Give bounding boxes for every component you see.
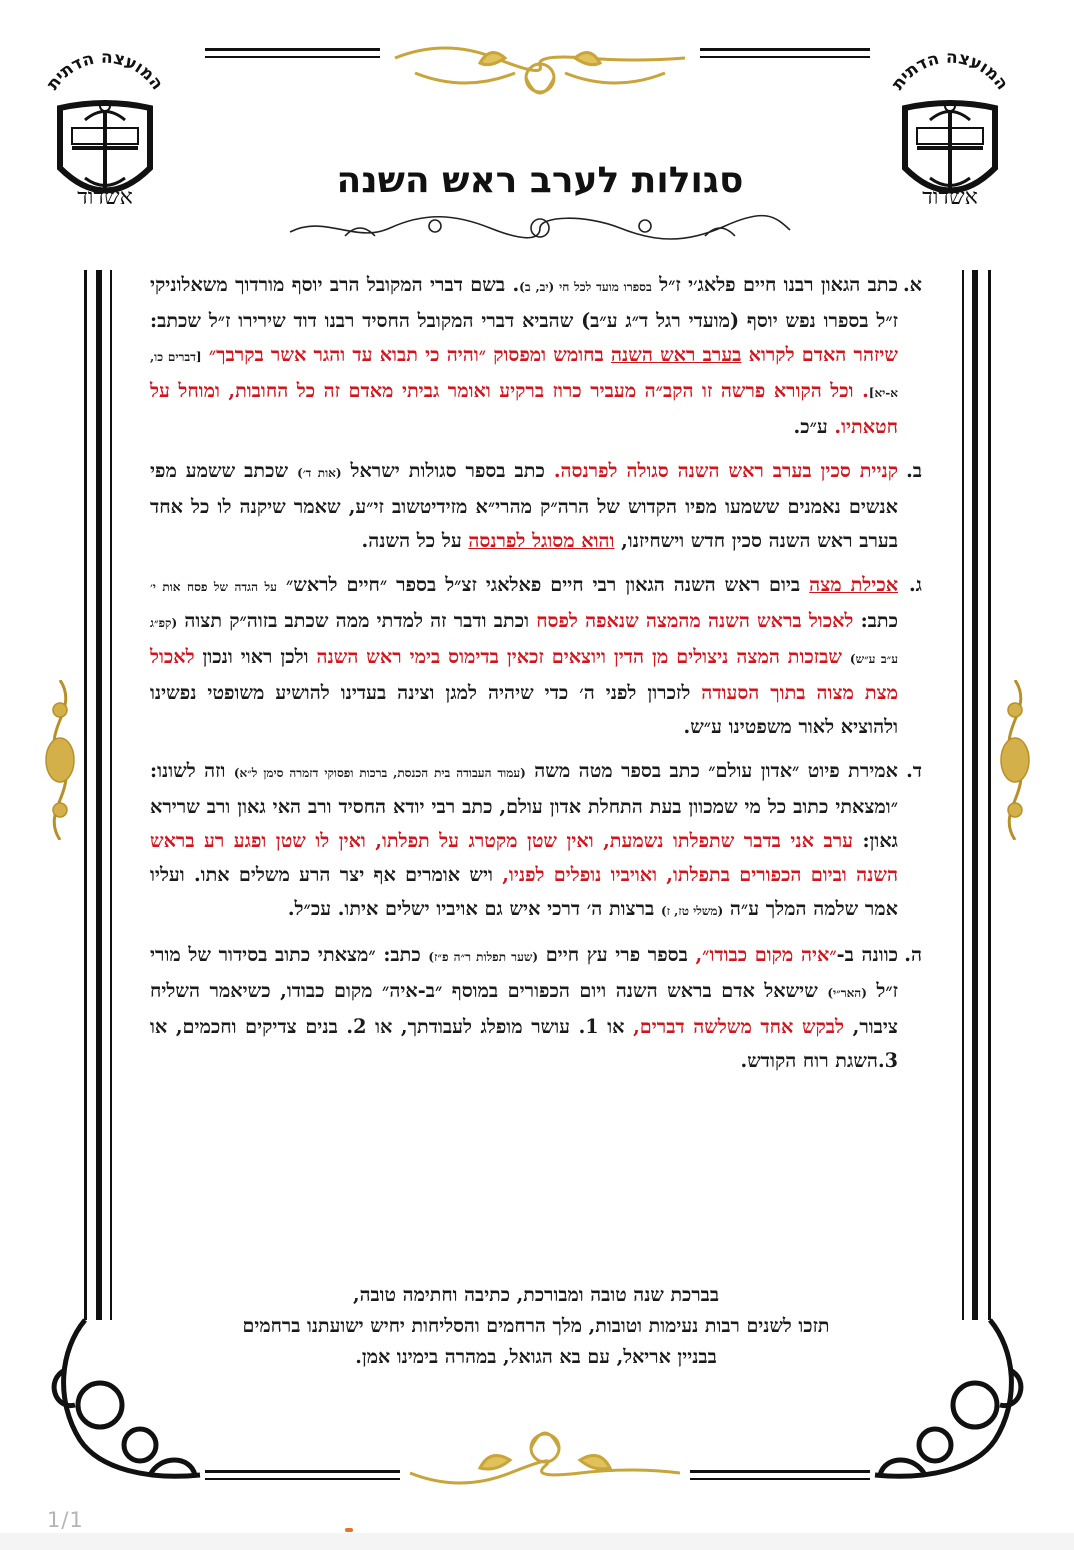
body-text: ע״כ. bbox=[793, 415, 835, 438]
bottom-gold-ornament bbox=[400, 1418, 690, 1498]
svg-text:אשדוד: אשדוד bbox=[922, 185, 978, 208]
source-citation: (עמוד העבודה בית הכנסת, ברכות ופסוקי דזמרה סימן ל״א) bbox=[233, 766, 526, 780]
body-text bbox=[842, 645, 850, 668]
highlighted-text: . וכל הקורא פרשה זו הקב״ה מעביר כרוז ברקיע ואומר גביתי מאדם זה כל החובות, ומוחל על חטאתיו. bbox=[150, 379, 898, 438]
title-swirl-ornament bbox=[285, 210, 795, 246]
segula-label: ה. bbox=[904, 943, 922, 966]
highlighted-text: ״איה מקום כבודו״, bbox=[695, 943, 837, 966]
highlighted-text: אכילת מצה bbox=[809, 573, 899, 596]
svg-text:המועצה הדתית: המועצה הדתית bbox=[887, 48, 1013, 94]
highlighted-text: לאכול מצת מצוה בתוך הסעודה bbox=[150, 645, 898, 704]
segula-paragraph bbox=[150, 938, 922, 1078]
highlighted-text: קניית סכין בערב ראש השנה סגולה לפרנסה. bbox=[553, 459, 898, 482]
blessing-line: בבניין אריאל, עם בא הגואל, במהרה בימינו אמן. bbox=[355, 1346, 717, 1368]
page-title: סגולות לערב ראש השנה bbox=[336, 160, 744, 201]
body-text: לזכרון לפני ה׳ כדי שיהיה למגן וצינה בעדינו להושיע משופטי נפשינו ולהוציא לאור משפטינו ע״ש. bbox=[150, 681, 898, 738]
highlighted-text: בערב ראש השנה bbox=[610, 343, 742, 366]
segula-label: ג. bbox=[908, 573, 922, 596]
highlighted-text: בחומש ומפסוק ״והיה כי תבוא עד והגר אשר בקרבך״ bbox=[201, 343, 611, 366]
body-text: . בשם דברי המקובל הרב יוסף מורדוך משאלוניקי ז״ל בספרו נפש יוסף (מועדי רגל ד״ג ע״ב) שהביא דברי המקובל החסיד רבנו דוד שירירו ז״ל שכתב: bbox=[150, 273, 898, 332]
body-text: אמירת פיוט ״אדון עולם״ כתב בספר מטה משה bbox=[525, 759, 898, 782]
source-citation: על הגדה של פסח אות י׳ bbox=[150, 580, 277, 594]
body-text: ברצות ה׳ דרכי איש גם אויביו ישלים איתו. עכ״ל. bbox=[287, 897, 661, 920]
right-gold-side-ornament bbox=[985, 680, 1045, 840]
highlighted-text: לאכול בראש השנה מהמצה שנאפה לפסח bbox=[536, 609, 854, 632]
left-gold-side-ornament bbox=[30, 680, 90, 840]
body-text: על כל השנה. bbox=[361, 529, 469, 552]
religious-council-emblem-icon bbox=[30, 48, 180, 208]
segula-paragraph bbox=[150, 268, 922, 444]
source-citation: (שער תפלות ר״ה פ״ז) bbox=[428, 950, 539, 964]
frame-top-rule-right bbox=[700, 48, 870, 51]
body-text: כתב: ״מצאתי כתוב בסידור של מורי ז״ל bbox=[150, 943, 899, 1002]
segula-paragraph bbox=[150, 568, 922, 744]
religious-council-emblem-icon bbox=[875, 48, 1025, 208]
segula-label: ב. bbox=[906, 459, 922, 482]
source-citation: (אות ד׳) bbox=[297, 466, 342, 480]
council-logo-left bbox=[30, 48, 180, 208]
highlighted-text: ערב אני בדבר שתפלתו נשמעת, ואין שטן מקטרג על תפלתו, ואין לו שטן ופגע רע בראש השנה וביום הכפורים בתפלתו, ואויביו נופלים לפניו, bbox=[150, 829, 898, 886]
body-text: או 1. עושר מופלג לעבודתך, או 2. בנים צדיקים וחכמים, או 3.השגת רוח הקודש. bbox=[150, 1015, 898, 1072]
frame-top-rule-left bbox=[205, 48, 380, 51]
source-citation: (קפ״ג ע״ב ע״ש) bbox=[150, 616, 898, 666]
body-text: כתב: bbox=[853, 609, 898, 632]
segula-label: ד. bbox=[906, 759, 922, 782]
body-text: כוונה ב- bbox=[836, 943, 898, 966]
top-gold-ornament bbox=[385, 38, 695, 108]
body-text: כתב הגאון רבנו חיים פלאג׳י ז״ל bbox=[651, 273, 899, 296]
frame-bottom-rule-left bbox=[205, 1470, 400, 1473]
frame-bottom-rule-left-2 bbox=[205, 1478, 400, 1480]
scroll-indicator[interactable] bbox=[345, 1528, 353, 1532]
highlighted-text: שבזכות המצה ניצולים מן הדין ויוצאים זכאין בדימוס בימי ראש השנה bbox=[316, 645, 842, 668]
body-text: וזה לשונו: ״ומצאתי כתוב כל מי שמכוון בעת התחלת אדון עולם, כתב רבי יודא החסיד ורב האי גאון ורב שרירא גאון: bbox=[150, 759, 898, 852]
source-citation: (האר״י) bbox=[827, 986, 867, 1000]
frame-top-rule-right-2 bbox=[700, 56, 870, 58]
body-text: שישאל אדם בראש השנה ויום הכפורים במוסף ״ב-איה״ מקום כבודו, כשיאמר השליח ציבור, bbox=[150, 979, 898, 1038]
closing-blessing bbox=[150, 1280, 922, 1373]
body-text: ויש אומרים אף יצר הרע משלים אתו. ועליו אמר שלמה המלך ע״ה bbox=[150, 863, 898, 920]
body-text: כתב בספר סגולות ישראל bbox=[341, 459, 554, 482]
highlighted-text: והוא מסוגל לפרנסה bbox=[468, 529, 615, 552]
body-text: ולכן ראוי ונכון bbox=[194, 645, 317, 668]
segula-paragraph bbox=[150, 454, 922, 558]
viewer-bottom-bar bbox=[0, 1533, 1074, 1550]
body-text: ביום ראש השנה הגאון רבי חיים פאלאגי זצ״ל בספר ״חיים לראש״ bbox=[276, 573, 810, 596]
frame-bottom-rule-right-2 bbox=[690, 1478, 870, 1480]
frame-left-inner-rule bbox=[96, 270, 102, 1320]
svg-text:המועצה הדתית: המועצה הדתית bbox=[42, 48, 168, 94]
blessing-line: בברכת שנה טובה ומבורכת, כתיבה וחתימה טובה, bbox=[352, 1284, 719, 1306]
page-counter: 1/1 bbox=[47, 1508, 84, 1532]
body-text: שכתב ששמע מפי אנשים נאמנים ששמעו מפיו הקדוש של הרה״ק מהרי״א מזידיטשוב זי״ע, שאמר שיקנה לו כל אחד בערב ראש השנה סכין חדש וישחיזנו, bbox=[150, 459, 898, 552]
frame-left-thin-rule bbox=[110, 270, 112, 1320]
source-citation: [דברים כו, א-יא] bbox=[150, 350, 898, 400]
segula-paragraph bbox=[150, 754, 922, 928]
segula-label: א. bbox=[902, 273, 922, 296]
body-text: בספר פרי עץ חיים bbox=[538, 943, 696, 966]
council-logo-right bbox=[875, 48, 1025, 208]
body-text: וכתב ודבר זה למדתי ממה שכתב בזוה״ק תצוה bbox=[177, 609, 537, 632]
frame-bottom-rule-right bbox=[690, 1470, 870, 1473]
source-citation: (משלי טז, ז) bbox=[660, 904, 724, 918]
highlighted-text: לבקש אחד משלשה דברים, bbox=[633, 1015, 845, 1038]
frame-top-rule-left-2 bbox=[205, 56, 380, 58]
blessing-line: תזכו לשנים רבות נעימות וטובות, מלך הרחמים והסליחות יחיש ישועתנו ברחמים bbox=[242, 1315, 830, 1337]
frame-right-inner-rule bbox=[972, 270, 978, 1320]
source-citation: בספרו מועד לכל חי (יב, ב) bbox=[519, 280, 652, 294]
segulot-list bbox=[150, 268, 922, 1088]
highlighted-text: שיזהר האדם לקרוא bbox=[741, 343, 898, 366]
frame-right-thin-rule bbox=[962, 270, 964, 1320]
svg-text:אשדוד: אשדוד bbox=[77, 185, 133, 208]
